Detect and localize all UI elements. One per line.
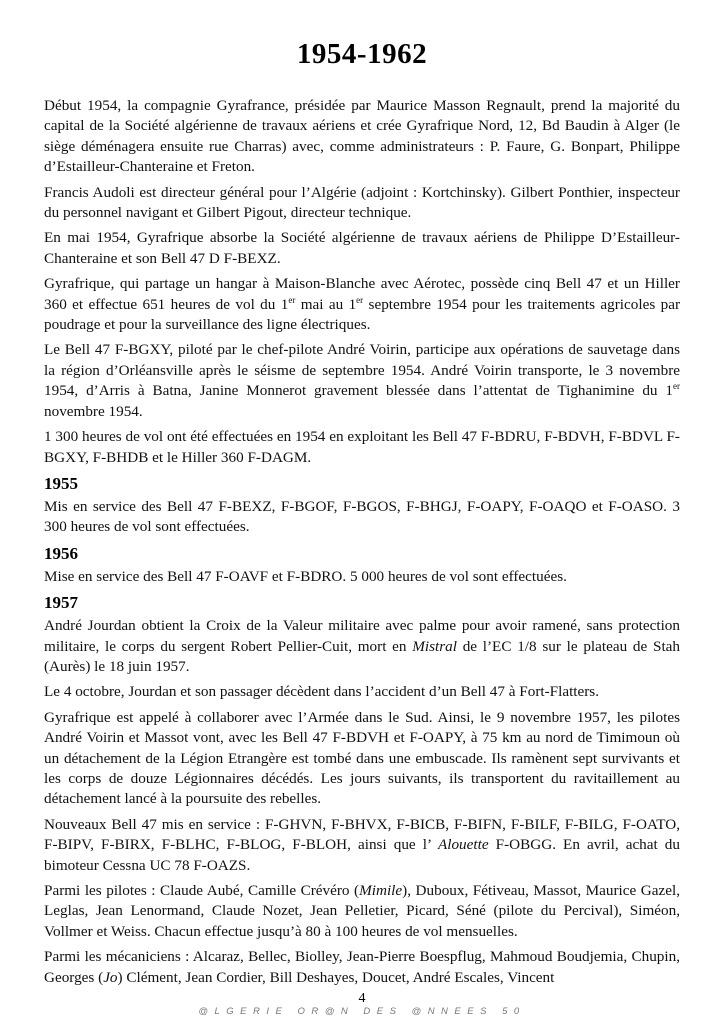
italic-text: Mimile: [359, 882, 403, 899]
italic-text: Mistral: [412, 637, 457, 655]
text-run: Parmi les pilotes : Claude Aubé, Camille Crévéro (: [44, 882, 360, 899]
superscript: er: [356, 294, 364, 305]
text-run: septembre 1954 pour les traitements agricoles par poudrage et pour la surveillance des ligne électriques.: [44, 295, 680, 334]
page-number: 4: [358, 991, 366, 1006]
superscript: er: [288, 294, 296, 305]
paragraph: [44, 815, 680, 876]
page-footer: [0, 992, 724, 1018]
paragraph: [44, 274, 680, 335]
text-run: ), Duboux, Fétiveau, Massot, Maurice Gazel, Leglas, Jean Lenormand, Claude Nozet, Jean Pelletier, Picard, Séné (pilote du Percival), Siméon, Vollmer et Weiss. Chacun effectue jusqu’à 80 à 100 heures de vol mensuelles.: [44, 882, 680, 940]
text-run: F-OBGG. En avril, achat du bimoteur Cessna UC 78 F-OAZS.: [44, 836, 680, 874]
paragraph: Mis en service des Bell 47 F-BEXZ, F-BGOF, F-BGOS, F-BHGJ, F-OAPY, F-OAQO et F-OASO. 3 300 heures de vol sont effectuées.: [44, 497, 680, 536]
paragraph: En mai 1954, Gyrafrique absorbe la Société algérienne de travaux aériens de Philippe D’Estailleur-Chanteraine et son Bell 47 D F-BEXZ.: [44, 229, 680, 267]
paragraph: Le 4 octobre, Jourdan et son passager décèdent dans l’accident d’un Bell 47 à Fort-Flatters.: [44, 683, 600, 701]
superscript: er: [673, 381, 680, 392]
text-run: André Jourdan obtient la Croix de la Valeur militaire avec palme pour avoir ramené, sans protection militaire, le corps du sergent Robert Pellier-Cuit, mort en: [44, 617, 680, 655]
paragraph: [44, 616, 680, 677]
paragraph: 1 300 heures de vol ont été effectuées en 1954 en exploitant les Bell 47 F-BDRU, F-BDVH, F-BDVL F-BGXY, F-BHDB et le Hiller 360 F-DAGM.: [44, 428, 680, 466]
running-footer-title: @LGERIE OR@N DES @NNEES 50: [198, 1006, 526, 1017]
article-body: [44, 96, 680, 993]
paragraph: Mise en service des Bell 47 F-OAVF et F-BDRO. 5 000 heures de vol sont effectuées.: [44, 567, 567, 585]
section-heading: 1955: [44, 473, 78, 493]
text-run: novembre 1954.: [44, 402, 143, 420]
paragraph: [44, 340, 680, 422]
paragraph: Début 1954, la compagnie Gyrafrance, présidée par Maurice Masson Regnault, prend la majorité du capital de la Société algérienne de travaux aériens et crée Gyrafrique Nord, 12, Bd Baudin à Alger (le siège déménagera ensuite rue Charras) avec, comme administrateurs : P. Faure, G. Bonpart, Philippe d’Estailleur-Chanteraine et Freton.: [44, 97, 680, 176]
text-run: Le Bell 47 F-BGXY, piloté par le chef-pilote André Voirin, participe aux opérations de sauvetage dans la région d’Orléansville après le séisme de septembre 1954. André Voirin transporte, le 3 novembre 1954, d’Arris à Batna, Janine Monnerot gravement blessée dans l’attentat de Tighanimine du 1: [44, 341, 680, 400]
text-run: Gyrafrique, qui partage un hangar à Maison-Blanche avec Aérotec, possède cinq Bell 47 et un Hiller 360 et effectue 651 heures de vol du 1: [44, 275, 680, 313]
page-title: 1954-1962: [296, 38, 428, 70]
text-run: Nouveaux Bell 47 mis en service : F-GHVN, F-BHVX, F-BICB, F-BIFN, F-BILF, F-BILG, F-OATO, F-BIPV, F-BIRX, F-BLHC, F-BLOG, F-BLOH, ainsi que l’: [44, 815, 680, 854]
text-run: de l’EC 1/8 sur le plateau de Stah (Aurès) le 18 juin 1957.: [44, 637, 680, 675]
paragraph: Francis Audoli est directeur général pour l’Algérie (adjoint : Kortchinsky). Gilbert Ponthier, inspecteur du personnel navigant et Gilbert Pigout, directeur technique.: [44, 183, 680, 222]
text-run: ) Clément, Jean Cordier, Bill Deshayes, Doucet, André Escales, Vincent: [117, 968, 555, 986]
text-run: Parmi les mécaniciens : Alcaraz, Bellec, Biolley, Jean-Pierre Boespflug, Mahmoud Boudjemia, Chupin, Georges (: [44, 948, 680, 986]
section-heading: 1956: [44, 543, 78, 563]
text-run: mai au 1: [295, 295, 357, 313]
italic-text: Jo: [103, 968, 118, 986]
paragraph: Gyrafrique est appelé à collaborer avec l’Armée dans le Sud. Ainsi, le 9 novembre 1957, les pilotes André Voirin et Massot vont, avec les Bell 47 F-BDVH et F-OAPY, à 75 km au nord de Timimoun où un détachement de la Légion Etrangère est tombé dans une embuscade. Ils ramènent sept survivants et les corps de douze Légionnaires décédés. Les jours suivants, ils transportent du ravitaillement au détachement lancé à la poursuite des rebelles.: [44, 708, 680, 808]
paragraph: [44, 947, 680, 988]
paragraph: [44, 881, 680, 942]
italic-text: Alouette: [437, 836, 489, 854]
section-heading: 1957: [44, 593, 78, 613]
